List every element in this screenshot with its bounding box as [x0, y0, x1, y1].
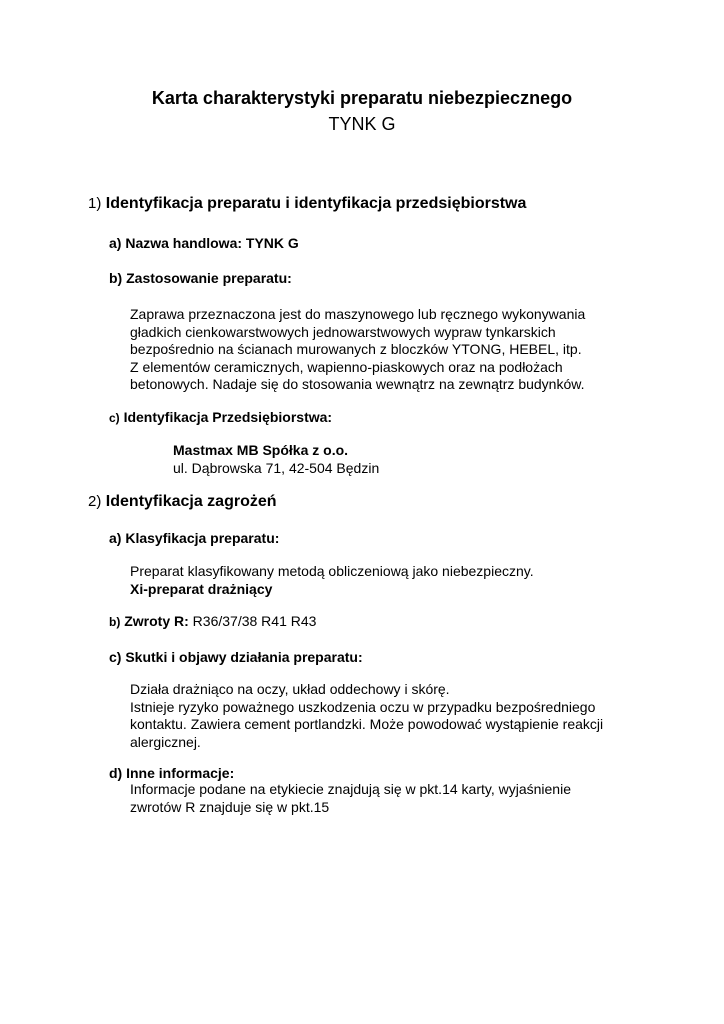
text-line: Istnieje ryzyko poważnego uszkodzenia oczu w przypadku bezpośredniego — [130, 698, 596, 715]
section-2-heading — [88, 493, 277, 511]
other-info-text — [130, 781, 571, 816]
other-info-label: d) Inne informacje: — [109, 765, 235, 781]
r-phrases-value: R36/37/38 R41 R43 — [192, 613, 317, 629]
company-id-label — [109, 409, 332, 425]
section-number: 1) — [88, 195, 102, 212]
company-details — [173, 442, 379, 477]
effects-description — [130, 681, 603, 751]
section-1-heading — [88, 195, 526, 213]
classification-text — [130, 563, 534, 598]
document-title: Karta charakterystyki preparatu niebezpiecznego — [151, 88, 573, 108]
text-line: Zaprawa przeznaczona jest do maszynowego lub ręcznego wykonywania — [130, 306, 586, 322]
text-line: Działa drażniąco na oczy, układ oddechowy i skórę. — [130, 681, 450, 697]
text-line: gładkich cienkowarstwowych jednowarstwowych wypraw tynkarskich — [130, 323, 556, 340]
text-line: Preparat klasyfikowany metodą obliczeniową jako niebezpieczny. — [130, 563, 534, 579]
text-line: Informacje podane na etykiecie znajdują się w pkt.14 karty, wyjaśnienie — [130, 781, 571, 797]
section-title: Identyfikacja preparatu i identyfikacja przedsiębiorstwa — [105, 195, 527, 212]
text-line: betonowych. Nadaje się do stosowania wewnątrz na zewnątrz budynków. — [130, 376, 585, 392]
section-number: 2) — [88, 493, 102, 510]
company-name: Mastmax MB Spółka z o.o. — [173, 442, 349, 458]
document-subtitle: TYNK G — [328, 114, 396, 134]
classification-label: a) Klasyfikacja preparatu: — [109, 530, 280, 546]
effects-label: c) Skutki i objawy działania preparatu: — [109, 649, 363, 665]
application-label: b) Zastosowanie preparatu: — [109, 270, 292, 286]
text-line: Z elementów ceramicznych, wapienno-piaskowych oraz na podłożach — [130, 358, 563, 375]
section-title: Identyfikacja zagrożeń — [105, 493, 277, 510]
text-line: zwrotów R znajduje się w pkt.15 — [130, 798, 330, 815]
text-line: alergicznej. — [130, 733, 201, 750]
trade-name-label: a) Nazwa handlowa: TYNK G — [109, 235, 299, 251]
text-line: kontaktu. Zawiera cement portlandzki. Może powodować wystąpienie reakcji — [130, 716, 604, 732]
hazard-symbol-text: Xi-preparat drażniący — [130, 580, 273, 597]
item-letter: c) — [109, 411, 120, 425]
text-line: bezpośrednio na ścianach murowanych z bloczków YTONG, HEBEL, itp. — [130, 341, 582, 357]
company-address: ul. Dąbrowska 71, 42-504 Będzin — [173, 459, 380, 476]
item-label: Zwroty R: — [124, 613, 189, 629]
application-description — [130, 306, 585, 394]
item-letter: b) — [109, 615, 121, 629]
r-phrases-row — [109, 613, 316, 629]
item-label: Identyfikacja Przedsiębiorstwa: — [123, 409, 333, 425]
